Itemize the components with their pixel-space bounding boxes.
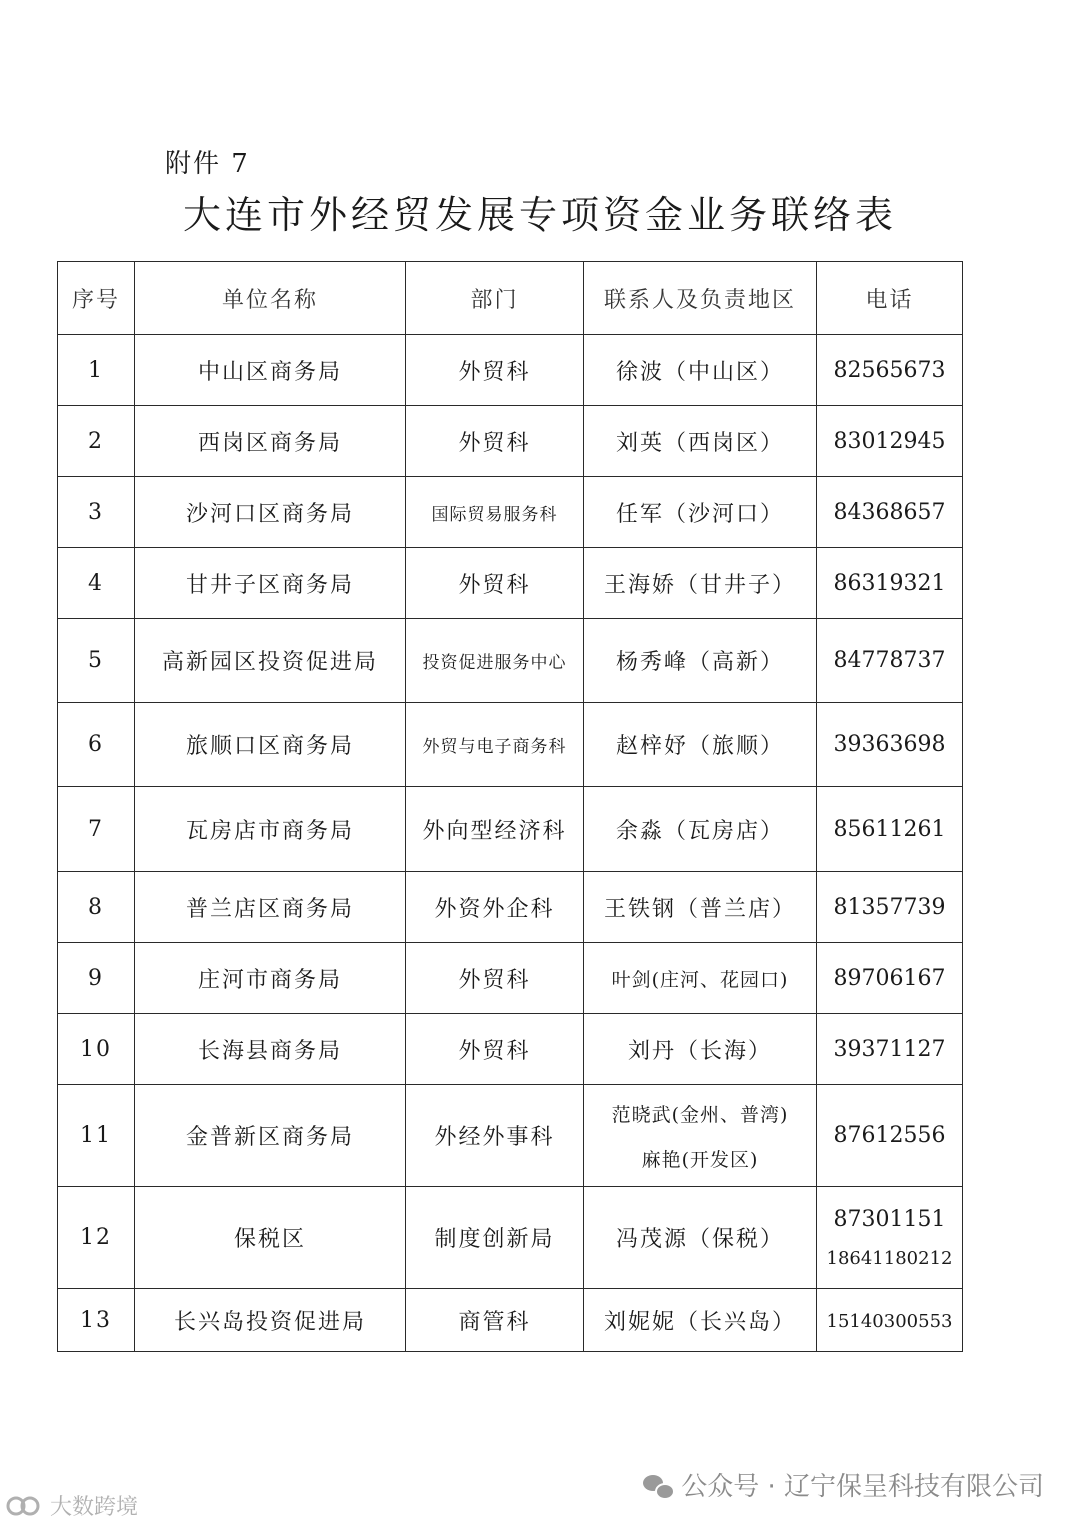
phone-line: 85611261 [833, 816, 946, 842]
contact-person [584, 477, 817, 548]
contact-line: 范晓武(金州、普湾) [611, 1103, 789, 1126]
contact-person [584, 943, 817, 1014]
phone-line: 87612556 [833, 1123, 946, 1148]
contact-line: 刘丹（长海） [627, 1038, 772, 1064]
table-row [58, 548, 963, 619]
phone-number [817, 1187, 963, 1289]
header-unit: 单位名称 [135, 262, 406, 335]
unit-name: 保税区 [135, 1187, 406, 1289]
unit-name: 西岗区商务局 [135, 406, 406, 477]
row-number: 12 [58, 1187, 135, 1289]
department: 外资外企科 [406, 872, 584, 943]
contact-line: 刘妮妮（长兴岛） [603, 1309, 796, 1335]
unit-name: 长兴岛投资促进局 [135, 1289, 406, 1352]
contact-line: 冯茂源（保税） [615, 1227, 784, 1252]
department: 国际贸易服务科 [406, 477, 584, 548]
document-title: 大连市外经贸发展专项资金业务联络表 [182, 193, 897, 237]
phone-line: 39371127 [833, 1036, 946, 1062]
department: 外贸科 [406, 406, 584, 477]
table-header-row [58, 262, 963, 335]
phone-line: 86319321 [833, 570, 946, 596]
row-number: 9 [58, 943, 135, 1014]
department: 外贸科 [406, 548, 584, 619]
phone-number [817, 548, 963, 619]
table-row [58, 1085, 963, 1187]
phone-number [817, 1085, 963, 1187]
contact-line: 任军（沙河口） [615, 501, 784, 527]
table-row [58, 619, 963, 703]
phone-line: 83012945 [833, 428, 946, 454]
contact-person [584, 335, 817, 406]
table-row [58, 943, 963, 1014]
unit-name: 高新园区投资促进局 [135, 619, 406, 703]
corner-logo-text: 大数跨境 [50, 1495, 139, 1520]
department: 外向型经济科 [406, 787, 584, 872]
department: 外贸科 [406, 943, 584, 1014]
phone-line-2: 18641180212 [826, 1247, 953, 1269]
phone-line: 81357739 [833, 894, 946, 920]
table-row [58, 406, 963, 477]
contact-person [584, 619, 817, 703]
table-row [58, 477, 963, 548]
contact-person [584, 1014, 817, 1085]
unit-name: 瓦房店市商务局 [135, 787, 406, 872]
contact-line: 赵梓妤（旅顺） [615, 734, 784, 759]
corner-logo [4, 1490, 138, 1521]
phone-line: 39363698 [833, 732, 946, 757]
row-number: 7 [58, 787, 135, 872]
phone-number [817, 943, 963, 1014]
contact-person [584, 1289, 817, 1352]
unit-name: 庄河市商务局 [135, 943, 406, 1014]
phone-number [817, 703, 963, 787]
attachment-label: 附件 7 [165, 149, 250, 179]
phone-line: 84778737 [833, 648, 946, 673]
phone-number [817, 1289, 963, 1352]
unit-name: 金普新区商务局 [135, 1085, 406, 1187]
phone-line: 89706167 [833, 965, 946, 991]
table-row [58, 1014, 963, 1085]
wechat-icon [643, 1473, 673, 1497]
phone-number [817, 872, 963, 943]
watermark-text: 公众号 · 辽宁保呈科技有限公司 [681, 1472, 1044, 1502]
row-number: 6 [58, 703, 135, 787]
contact-person [584, 703, 817, 787]
phone-number [817, 787, 963, 872]
table-row [58, 787, 963, 872]
header-phone: 电话 [817, 262, 963, 335]
contact-table [57, 261, 963, 1352]
contact-line: 王铁钢（普兰店） [603, 896, 796, 922]
department: 外贸科 [406, 335, 584, 406]
phone-number [817, 335, 963, 406]
contact-line: 杨秀峰（高新） [615, 650, 784, 675]
row-number: 11 [58, 1085, 135, 1187]
header-contact: 联系人及负责地区 [584, 262, 817, 335]
phone-line: 82565673 [833, 357, 946, 383]
department: 外经外事科 [406, 1085, 584, 1187]
row-number: 1 [58, 335, 135, 406]
table-row [58, 1289, 963, 1352]
unit-name: 甘井子区商务局 [135, 548, 406, 619]
department: 外贸科 [406, 1014, 584, 1085]
phone-line: 84368657 [833, 499, 946, 525]
contact-person [584, 787, 817, 872]
contact-line-2: 麻艳(开发区) [641, 1148, 759, 1171]
row-number: 10 [58, 1014, 135, 1085]
header-no: 序号 [58, 262, 135, 335]
contact-line: 徐波（中山区） [615, 359, 784, 385]
unit-name: 中山区商务局 [135, 335, 406, 406]
department: 商管科 [406, 1289, 584, 1352]
table-row [58, 1187, 963, 1289]
department: 制度创新局 [406, 1187, 584, 1289]
table-row [58, 703, 963, 787]
unit-name: 旅顺口区商务局 [135, 703, 406, 787]
unit-name: 普兰店区商务局 [135, 872, 406, 943]
unit-name: 长海县商务局 [135, 1014, 406, 1085]
department: 投资促进服务中心 [406, 619, 584, 703]
contact-person [584, 548, 817, 619]
unit-name: 沙河口区商务局 [135, 477, 406, 548]
phone-number [817, 619, 963, 703]
phone-number [817, 406, 963, 477]
contact-line: 王海娇（甘井子） [603, 572, 796, 598]
row-number: 4 [58, 548, 135, 619]
chain-logo-icon [4, 1494, 44, 1518]
contact-person [584, 406, 817, 477]
row-number: 13 [58, 1289, 135, 1352]
row-number: 8 [58, 872, 135, 943]
contact-line: 余淼（瓦房店） [615, 818, 784, 844]
phone-line: 15140300553 [826, 1310, 953, 1332]
row-number: 3 [58, 477, 135, 548]
contact-person [584, 872, 817, 943]
department: 外贸与电子商务科 [406, 703, 584, 787]
phone-number [817, 477, 963, 548]
contact-line: 叶剑(庄河、花园口) [611, 968, 789, 991]
phone-line: 87301151 [833, 1206, 946, 1232]
phone-number [817, 1014, 963, 1085]
header-dept: 部门 [406, 262, 584, 335]
row-number: 2 [58, 406, 135, 477]
contact-person [584, 1187, 817, 1289]
contact-person [584, 1085, 817, 1187]
contact-line: 刘英（西岗区） [615, 430, 784, 456]
table-row [58, 335, 963, 406]
row-number: 5 [58, 619, 135, 703]
table-row [58, 872, 963, 943]
wechat-watermark [643, 1466, 1044, 1503]
